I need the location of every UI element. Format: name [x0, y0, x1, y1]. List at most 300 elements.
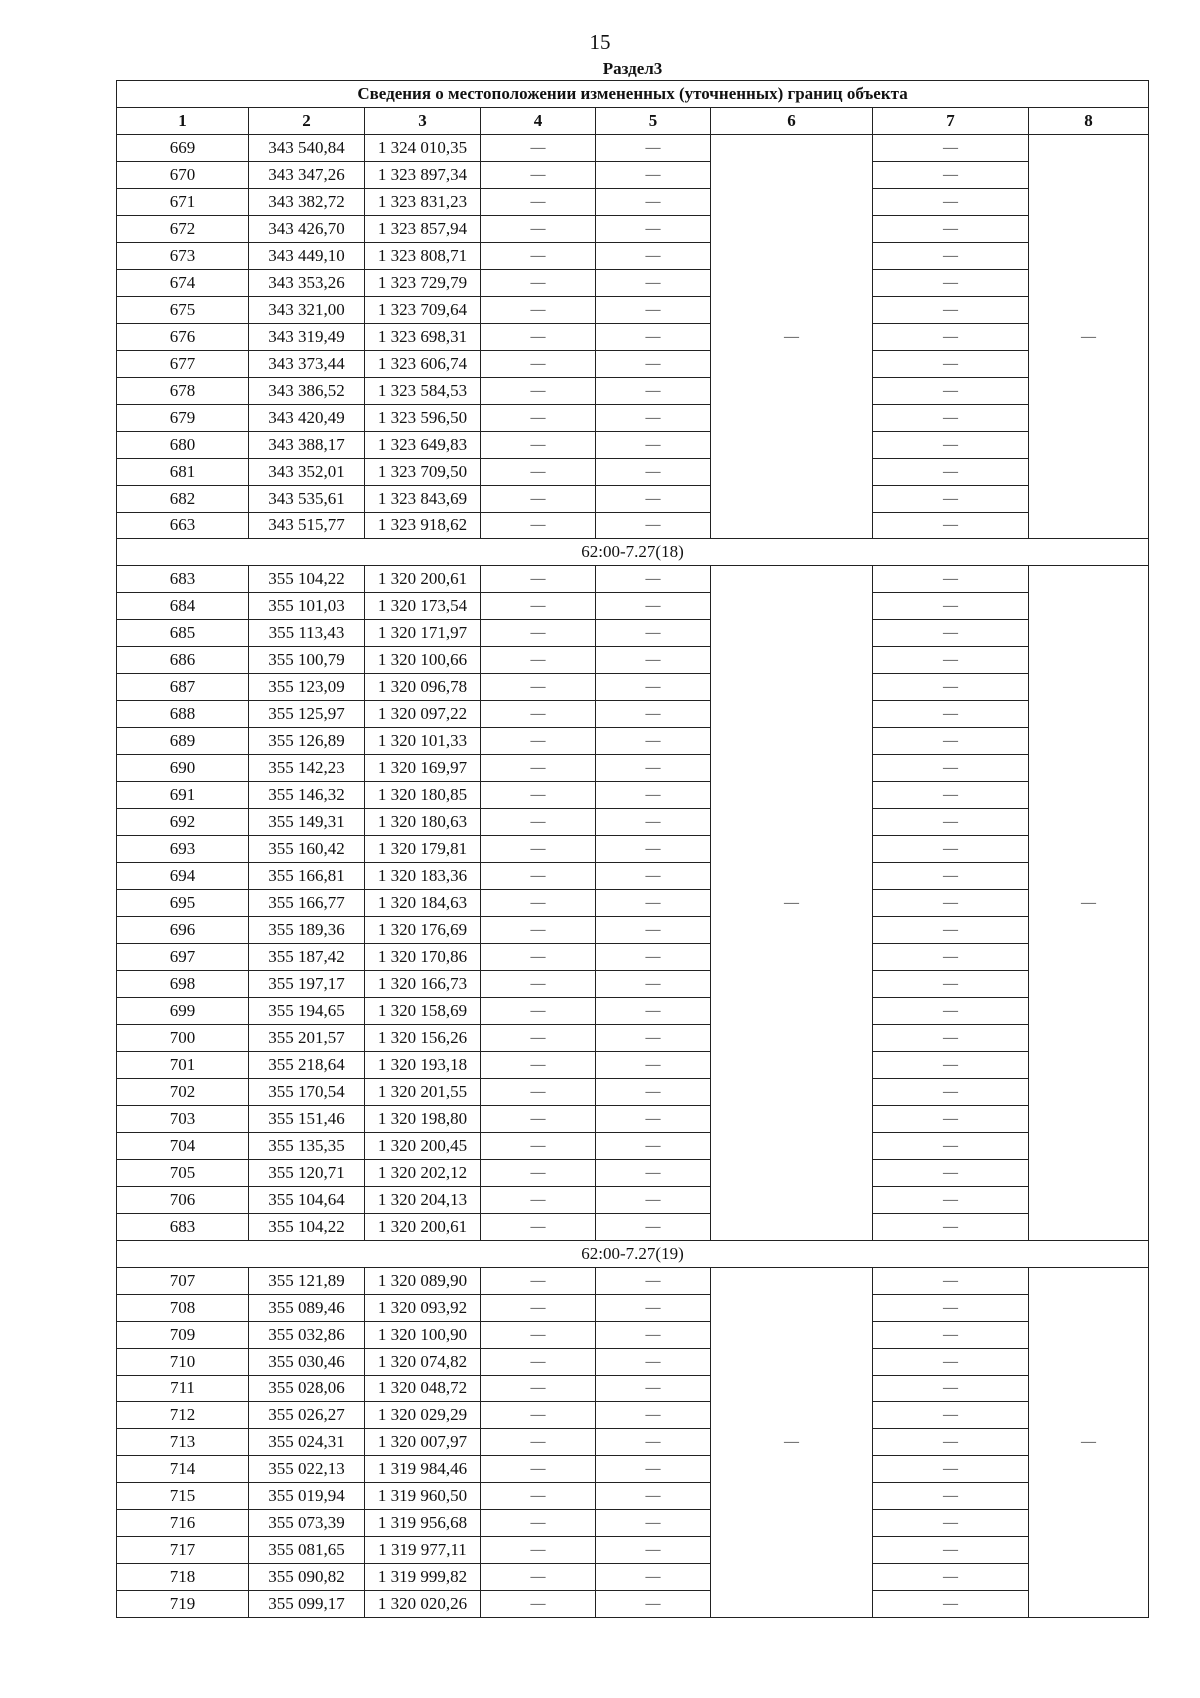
col5-dash-cell: —: [596, 1213, 711, 1240]
col5-dash-cell: —: [596, 1429, 711, 1456]
col4-dash-cell: —: [481, 701, 596, 728]
boundary-coordinates-table: [116, 80, 1149, 1618]
x-coordinate-cell: 355 201,57: [249, 1024, 365, 1051]
col7-dash-cell: —: [873, 1159, 1029, 1186]
table-row: [117, 755, 1149, 782]
col7-dash-cell: —: [873, 269, 1029, 296]
x-coordinate-cell: 343 535,61: [249, 485, 365, 512]
point-number-cell: 703: [117, 1105, 249, 1132]
col7-dash-cell: —: [873, 674, 1029, 701]
col7-dash-cell: —: [873, 1267, 1029, 1294]
col5-dash-cell: —: [596, 404, 711, 431]
x-coordinate-cell: 355 099,17: [249, 1591, 365, 1618]
col7-dash-cell: —: [873, 296, 1029, 323]
point-number-cell: 684: [117, 593, 249, 620]
col5-dash-cell: —: [596, 1159, 711, 1186]
table-row: [117, 188, 1149, 215]
y-coordinate-cell: 1 320 201,55: [365, 1078, 481, 1105]
table-row: [117, 1402, 1149, 1429]
x-coordinate-cell: 355 100,79: [249, 647, 365, 674]
y-coordinate-cell: 1 320 166,73: [365, 970, 481, 997]
y-coordinate-cell: 1 320 007,97: [365, 1429, 481, 1456]
point-number-cell: 674: [117, 269, 249, 296]
table-row: [117, 404, 1149, 431]
table-row: [117, 323, 1149, 350]
x-coordinate-cell: 355 135,35: [249, 1132, 365, 1159]
col5-dash-cell: —: [596, 485, 711, 512]
col7-dash-cell: —: [873, 1051, 1029, 1078]
point-number-cell: 706: [117, 1186, 249, 1213]
col7-dash-cell: —: [873, 890, 1029, 917]
col7-dash-cell: —: [873, 1537, 1029, 1564]
col4-dash-cell: —: [481, 755, 596, 782]
col4-dash-cell: —: [481, 1186, 596, 1213]
table-row: [117, 242, 1149, 269]
x-coordinate-cell: 355 090,82: [249, 1564, 365, 1591]
table-row: [117, 350, 1149, 377]
table-row: [117, 134, 1149, 161]
table-row: [117, 997, 1149, 1024]
table-row: [117, 1213, 1149, 1240]
col5-dash-cell: —: [596, 1564, 711, 1591]
point-number-cell: 687: [117, 674, 249, 701]
x-coordinate-cell: 355 030,46: [249, 1348, 365, 1375]
x-coordinate-cell: 355 073,39: [249, 1510, 365, 1537]
point-number-cell: 678: [117, 377, 249, 404]
x-coordinate-cell: 343 449,10: [249, 242, 365, 269]
col5-dash-cell: —: [596, 1591, 711, 1618]
column-header: 5: [596, 107, 711, 134]
col7-dash-cell: —: [873, 1321, 1029, 1348]
table-row: [117, 485, 1149, 512]
x-coordinate-cell: 343 347,26: [249, 161, 365, 188]
x-coordinate-cell: 355 032,86: [249, 1321, 365, 1348]
point-number-cell: 705: [117, 1159, 249, 1186]
col7-dash-cell: —: [873, 1105, 1029, 1132]
col4-dash-cell: —: [481, 1429, 596, 1456]
col7-dash-cell: —: [873, 1213, 1029, 1240]
x-coordinate-cell: 355 101,03: [249, 593, 365, 620]
col7-dash-cell: —: [873, 215, 1029, 242]
table-row: [117, 215, 1149, 242]
col4-dash-cell: —: [481, 782, 596, 809]
point-number-cell: 688: [117, 701, 249, 728]
table-row: [117, 1078, 1149, 1105]
col5-dash-cell: —: [596, 1321, 711, 1348]
col5-dash-cell: —: [596, 1483, 711, 1510]
x-coordinate-cell: 355 166,81: [249, 863, 365, 890]
col5-dash-cell: —: [596, 1294, 711, 1321]
col5-dash-cell: —: [596, 1456, 711, 1483]
col5-dash-cell: —: [596, 1267, 711, 1294]
x-coordinate-cell: 355 123,09: [249, 674, 365, 701]
y-coordinate-cell: 1 323 857,94: [365, 215, 481, 242]
point-number-cell: 718: [117, 1564, 249, 1591]
col5-dash-cell: —: [596, 161, 711, 188]
col7-dash-cell: —: [873, 1429, 1029, 1456]
column-header: 6: [711, 107, 873, 134]
y-coordinate-cell: 1 320 180,63: [365, 809, 481, 836]
col7-dash-cell: —: [873, 1348, 1029, 1375]
point-number-cell: 670: [117, 161, 249, 188]
table-row: [117, 917, 1149, 944]
col4-dash-cell: —: [481, 593, 596, 620]
col5-dash-cell: —: [596, 431, 711, 458]
point-number-cell: 671: [117, 188, 249, 215]
point-number-cell: 681: [117, 458, 249, 485]
point-number-cell: 676: [117, 323, 249, 350]
section-row: [117, 539, 1149, 566]
col5-dash-cell: —: [596, 1402, 711, 1429]
column-header: 3: [365, 107, 481, 134]
x-coordinate-cell: 355 081,65: [249, 1537, 365, 1564]
point-number-cell: 669: [117, 134, 249, 161]
point-number-cell: 697: [117, 944, 249, 971]
col4-dash-cell: —: [481, 377, 596, 404]
y-coordinate-cell: 1 319 956,68: [365, 1510, 481, 1537]
col7-dash-cell: —: [873, 1483, 1029, 1510]
x-coordinate-cell: 355 028,06: [249, 1375, 365, 1402]
col5-dash-cell: —: [596, 323, 711, 350]
x-coordinate-cell: 355 019,94: [249, 1483, 365, 1510]
x-coordinate-cell: 343 540,84: [249, 134, 365, 161]
y-coordinate-cell: 1 320 202,12: [365, 1159, 481, 1186]
point-number-cell: 683: [117, 566, 249, 593]
col4-dash-cell: —: [481, 215, 596, 242]
col4-dash-cell: —: [481, 1510, 596, 1537]
col4-dash-cell: —: [481, 1159, 596, 1186]
table-caption-row: [117, 81, 1149, 108]
column-header: 7: [873, 107, 1029, 134]
y-coordinate-cell: 1 320 179,81: [365, 836, 481, 863]
column-header: 2: [249, 107, 365, 134]
table-row: [117, 970, 1149, 997]
col4-dash-cell: —: [481, 997, 596, 1024]
col7-dash-cell: —: [873, 647, 1029, 674]
y-coordinate-cell: 1 320 158,69: [365, 997, 481, 1024]
x-coordinate-cell: 343 515,77: [249, 512, 365, 539]
col5-dash-cell: —: [596, 296, 711, 323]
table-row: [117, 809, 1149, 836]
col4-dash-cell: —: [481, 1132, 596, 1159]
col5-dash-cell: —: [596, 377, 711, 404]
y-coordinate-cell: 1 320 200,61: [365, 1213, 481, 1240]
x-coordinate-cell: 355 146,32: [249, 782, 365, 809]
col5-dash-cell: —: [596, 1132, 711, 1159]
point-number-cell: 690: [117, 755, 249, 782]
col4-dash-cell: —: [481, 404, 596, 431]
col5-dash-cell: —: [596, 917, 711, 944]
table-row: [117, 458, 1149, 485]
col7-dash-cell: —: [873, 458, 1029, 485]
point-number-cell: 673: [117, 242, 249, 269]
col6-merged-dash-cell: —: [711, 566, 873, 1240]
point-number-cell: 715: [117, 1483, 249, 1510]
col7-dash-cell: —: [873, 161, 1029, 188]
table-row: [117, 944, 1149, 971]
y-coordinate-cell: 1 319 960,50: [365, 1483, 481, 1510]
point-number-cell: 695: [117, 890, 249, 917]
y-coordinate-cell: 1 320 089,90: [365, 1267, 481, 1294]
column-header: 8: [1029, 107, 1149, 134]
y-coordinate-cell: 1 320 183,36: [365, 863, 481, 890]
col5-dash-cell: —: [596, 242, 711, 269]
point-number-cell: 719: [117, 1591, 249, 1618]
x-coordinate-cell: 343 353,26: [249, 269, 365, 296]
col7-dash-cell: —: [873, 404, 1029, 431]
table-row: [117, 863, 1149, 890]
x-coordinate-cell: 355 120,71: [249, 1159, 365, 1186]
col5-dash-cell: —: [596, 1348, 711, 1375]
y-coordinate-cell: 1 320 204,13: [365, 1186, 481, 1213]
y-coordinate-cell: 1 320 156,26: [365, 1024, 481, 1051]
table-row: [117, 1024, 1149, 1051]
point-number-cell: 712: [117, 1402, 249, 1429]
x-coordinate-cell: 343 426,70: [249, 215, 365, 242]
section-title: Раздел3: [602, 59, 663, 78]
col7-dash-cell: —: [873, 1402, 1029, 1429]
col5-dash-cell: —: [596, 566, 711, 593]
col4-dash-cell: —: [481, 620, 596, 647]
col7-dash-cell: —: [873, 566, 1029, 593]
y-coordinate-cell: 1 323 843,69: [365, 485, 481, 512]
table-row: [117, 728, 1149, 755]
col4-dash-cell: —: [481, 1375, 596, 1402]
point-number-cell: 698: [117, 970, 249, 997]
x-coordinate-cell: 355 166,77: [249, 890, 365, 917]
x-coordinate-cell: 355 089,46: [249, 1294, 365, 1321]
y-coordinate-cell: 1 323 596,50: [365, 404, 481, 431]
col8-merged-dash-cell: —: [1029, 134, 1149, 539]
x-coordinate-cell: 355 189,36: [249, 917, 365, 944]
col4-dash-cell: —: [481, 1537, 596, 1564]
table-row: [117, 890, 1149, 917]
col5-dash-cell: —: [596, 512, 711, 539]
col5-dash-cell: —: [596, 134, 711, 161]
x-coordinate-cell: 343 420,49: [249, 404, 365, 431]
col5-dash-cell: —: [596, 890, 711, 917]
col7-dash-cell: —: [873, 188, 1029, 215]
x-coordinate-cell: 343 373,44: [249, 350, 365, 377]
table-row: [117, 1429, 1149, 1456]
y-coordinate-cell: 1 320 100,66: [365, 647, 481, 674]
y-coordinate-cell: 1 320 180,85: [365, 782, 481, 809]
col4-dash-cell: —: [481, 458, 596, 485]
col4-dash-cell: —: [481, 323, 596, 350]
point-number-cell: 699: [117, 997, 249, 1024]
col7-dash-cell: —: [873, 1294, 1029, 1321]
x-coordinate-cell: 355 142,23: [249, 755, 365, 782]
point-number-cell: 683: [117, 1213, 249, 1240]
point-number-cell: 707: [117, 1267, 249, 1294]
point-number-cell: 677: [117, 350, 249, 377]
col4-dash-cell: —: [481, 188, 596, 215]
col4-dash-cell: —: [481, 863, 596, 890]
table-row: [117, 161, 1149, 188]
table-row: [117, 431, 1149, 458]
col5-dash-cell: —: [596, 647, 711, 674]
col4-dash-cell: —: [481, 1321, 596, 1348]
col4-dash-cell: —: [481, 269, 596, 296]
x-coordinate-cell: 355 160,42: [249, 836, 365, 863]
col4-dash-cell: —: [481, 512, 596, 539]
col7-dash-cell: —: [873, 1564, 1029, 1591]
y-coordinate-cell: 1 323 698,31: [365, 323, 481, 350]
point-number-cell: 680: [117, 431, 249, 458]
col5-dash-cell: —: [596, 350, 711, 377]
table-row: [117, 1564, 1149, 1591]
table-row: [117, 1186, 1149, 1213]
y-coordinate-cell: 1 323 709,64: [365, 296, 481, 323]
point-number-cell: 709: [117, 1321, 249, 1348]
y-coordinate-cell: 1 323 831,23: [365, 188, 481, 215]
point-number-cell: 704: [117, 1132, 249, 1159]
col4-dash-cell: —: [481, 1591, 596, 1618]
col5-dash-cell: —: [596, 215, 711, 242]
col5-dash-cell: —: [596, 728, 711, 755]
col4-dash-cell: —: [481, 1483, 596, 1510]
point-number-cell: 700: [117, 1024, 249, 1051]
col4-dash-cell: —: [481, 134, 596, 161]
table-row: [117, 1456, 1149, 1483]
point-number-cell: 713: [117, 1429, 249, 1456]
table-row: [117, 566, 1149, 593]
table-row: [117, 296, 1149, 323]
col5-dash-cell: —: [596, 1510, 711, 1537]
col5-dash-cell: —: [596, 701, 711, 728]
col5-dash-cell: —: [596, 970, 711, 997]
col7-dash-cell: —: [873, 620, 1029, 647]
col7-dash-cell: —: [873, 512, 1029, 539]
table-row: [117, 269, 1149, 296]
y-coordinate-cell: 1 320 198,80: [365, 1105, 481, 1132]
col5-dash-cell: —: [596, 458, 711, 485]
col4-dash-cell: —: [481, 1348, 596, 1375]
table-row: [117, 782, 1149, 809]
x-coordinate-cell: 355 104,22: [249, 1213, 365, 1240]
col5-dash-cell: —: [596, 997, 711, 1024]
table-row: [117, 377, 1149, 404]
x-coordinate-cell: 343 388,17: [249, 431, 365, 458]
col6-merged-dash-cell: —: [711, 134, 873, 539]
col7-dash-cell: —: [873, 323, 1029, 350]
col6-merged-dash-cell: —: [711, 1267, 873, 1618]
col4-dash-cell: —: [481, 1105, 596, 1132]
point-number-cell: 711: [117, 1375, 249, 1402]
point-number-cell: 717: [117, 1537, 249, 1564]
y-coordinate-cell: 1 320 176,69: [365, 917, 481, 944]
x-coordinate-cell: 355 170,54: [249, 1078, 365, 1105]
table-row: [117, 1051, 1149, 1078]
col5-dash-cell: —: [596, 782, 711, 809]
table-row: [117, 593, 1149, 620]
col7-dash-cell: —: [873, 1375, 1029, 1402]
col4-dash-cell: —: [481, 161, 596, 188]
col7-dash-cell: —: [873, 242, 1029, 269]
col7-dash-cell: —: [873, 350, 1029, 377]
col4-dash-cell: —: [481, 1078, 596, 1105]
col7-dash-cell: —: [873, 485, 1029, 512]
col7-dash-cell: —: [873, 755, 1029, 782]
x-coordinate-cell: 355 197,17: [249, 970, 365, 997]
col4-dash-cell: —: [481, 890, 596, 917]
point-number-cell: 710: [117, 1348, 249, 1375]
y-coordinate-cell: 1 320 029,29: [365, 1402, 481, 1429]
col7-dash-cell: —: [873, 1078, 1029, 1105]
col7-dash-cell: —: [873, 728, 1029, 755]
x-coordinate-cell: 343 321,00: [249, 296, 365, 323]
y-coordinate-cell: 1 323 808,71: [365, 242, 481, 269]
x-coordinate-cell: 355 026,27: [249, 1402, 365, 1429]
point-number-cell: 692: [117, 809, 249, 836]
table-row: [117, 620, 1149, 647]
y-coordinate-cell: 1 320 173,54: [365, 593, 481, 620]
col4-dash-cell: —: [481, 647, 596, 674]
x-coordinate-cell: 355 125,97: [249, 701, 365, 728]
point-number-cell: 663: [117, 512, 249, 539]
col7-dash-cell: —: [873, 701, 1029, 728]
col7-dash-cell: —: [873, 431, 1029, 458]
col7-dash-cell: —: [873, 377, 1029, 404]
y-coordinate-cell: 1 320 200,45: [365, 1132, 481, 1159]
table-row: [117, 701, 1149, 728]
table-header-row: [117, 107, 1149, 134]
x-coordinate-cell: 343 386,52: [249, 377, 365, 404]
point-number-cell: 682: [117, 485, 249, 512]
col4-dash-cell: —: [481, 431, 596, 458]
col4-dash-cell: —: [481, 836, 596, 863]
x-coordinate-cell: 355 024,31: [249, 1429, 365, 1456]
y-coordinate-cell: 1 320 169,97: [365, 755, 481, 782]
col5-dash-cell: —: [596, 863, 711, 890]
col4-dash-cell: —: [481, 1456, 596, 1483]
point-number-cell: 694: [117, 863, 249, 890]
y-coordinate-cell: 1 320 200,61: [365, 566, 481, 593]
point-number-cell: 708: [117, 1294, 249, 1321]
x-coordinate-cell: 355 218,64: [249, 1051, 365, 1078]
x-coordinate-cell: 343 352,01: [249, 458, 365, 485]
x-coordinate-cell: 355 121,89: [249, 1267, 365, 1294]
x-coordinate-cell: 355 187,42: [249, 944, 365, 971]
col5-dash-cell: —: [596, 1375, 711, 1402]
y-coordinate-cell: 1 323 649,83: [365, 431, 481, 458]
point-number-cell: 672: [117, 215, 249, 242]
col7-dash-cell: —: [873, 970, 1029, 997]
col7-dash-cell: —: [873, 782, 1029, 809]
table-caption: Сведения о местоположении измененных (уточненных) границ объекта: [117, 81, 1149, 108]
col4-dash-cell: —: [481, 728, 596, 755]
x-coordinate-cell: 355 022,13: [249, 1456, 365, 1483]
col7-dash-cell: —: [873, 1186, 1029, 1213]
col4-dash-cell: —: [481, 296, 596, 323]
point-number-cell: 714: [117, 1456, 249, 1483]
table-row: [117, 1510, 1149, 1537]
x-coordinate-cell: 355 113,43: [249, 620, 365, 647]
col7-dash-cell: —: [873, 997, 1029, 1024]
col4-dash-cell: —: [481, 809, 596, 836]
y-coordinate-cell: 1 320 101,33: [365, 728, 481, 755]
col4-dash-cell: —: [481, 1402, 596, 1429]
y-coordinate-cell: 1 320 193,18: [365, 1051, 481, 1078]
col5-dash-cell: —: [596, 1051, 711, 1078]
table-row: [117, 1294, 1149, 1321]
y-coordinate-cell: 1 323 918,62: [365, 512, 481, 539]
y-coordinate-cell: 1 323 897,34: [365, 161, 481, 188]
col7-dash-cell: —: [873, 1132, 1029, 1159]
col4-dash-cell: —: [481, 1051, 596, 1078]
y-coordinate-cell: 1 320 100,90: [365, 1321, 481, 1348]
table-row: [117, 647, 1149, 674]
